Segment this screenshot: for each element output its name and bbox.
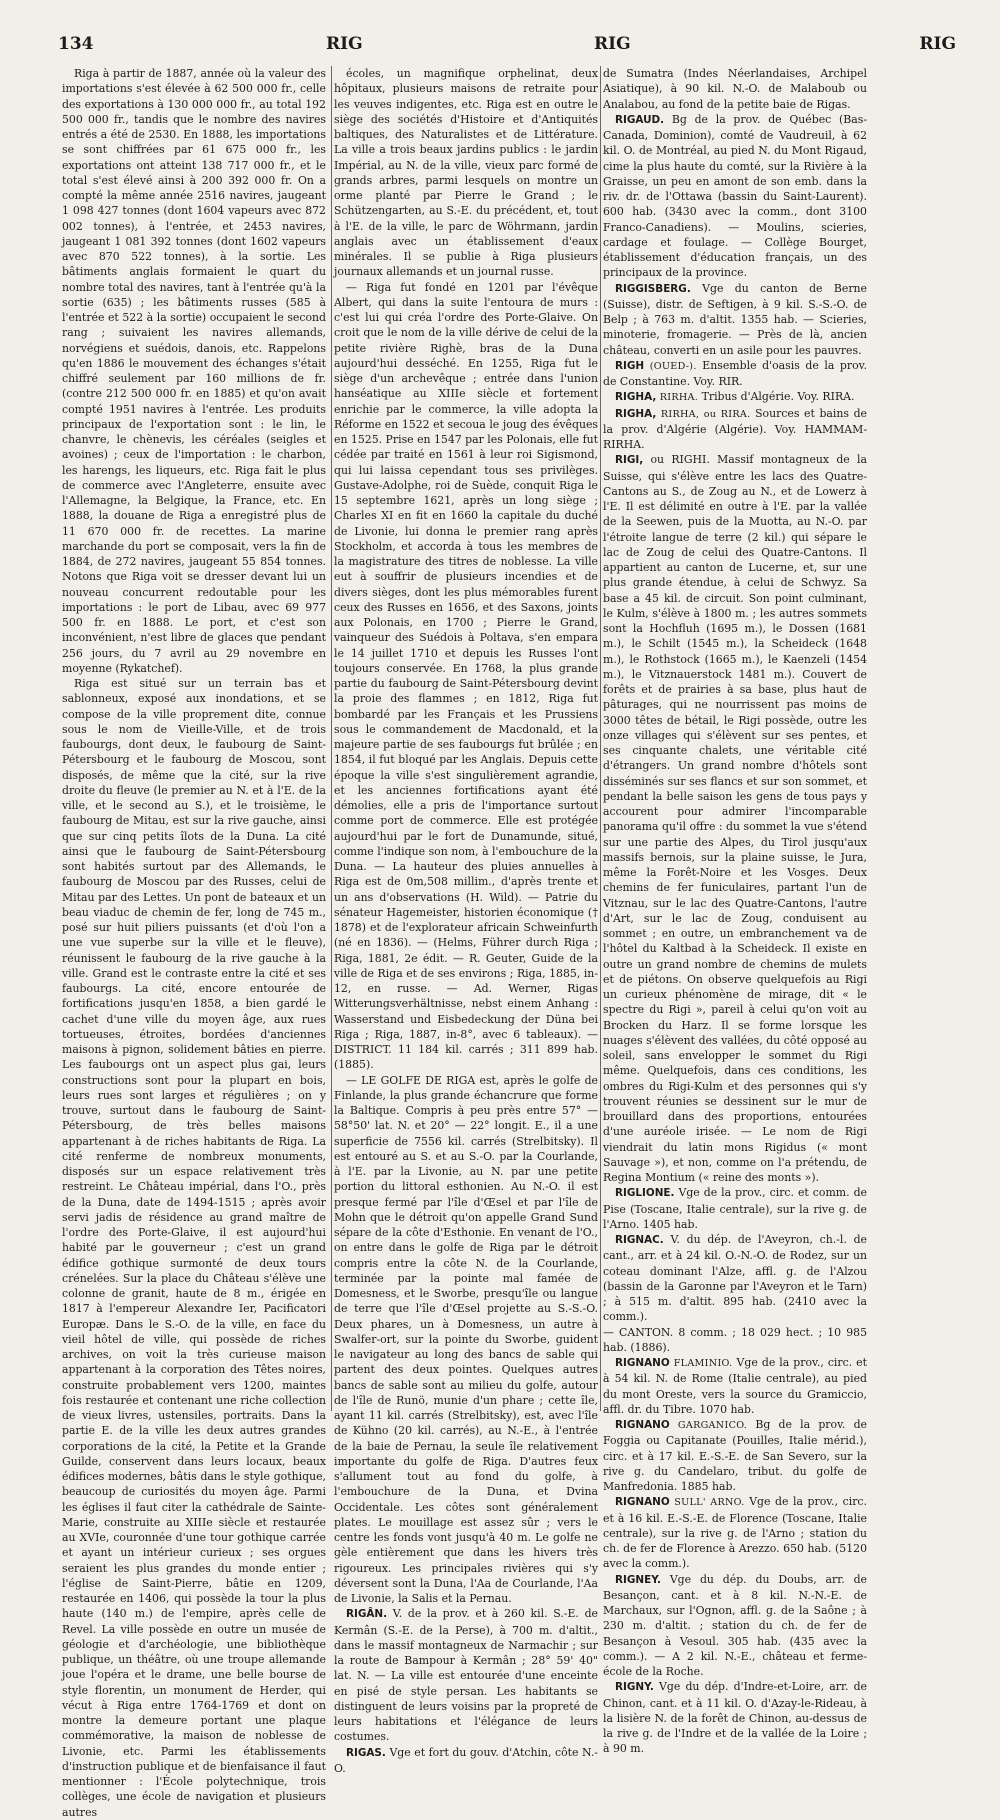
- entry-headword: RIGHA,: [615, 407, 657, 420]
- entry-text: — Riga fut fondé en 1201 par l'évêque Albert, qui dans la suite l'entoura de murs : c'est lui qui créa l'ordre des Porte-Glaive. On croit que le nom de la ville dérive de celui de la petite rivière Righè, bras de la Duna aujourd'hui desséché. En 1255, Riga fut le siège d'un archevêque ; entrée dans l'union hanséatique au XIIIe siècle et fortement enrichie par le commerce, la ville adopta la Réforme en 1522 et secoua le joug des évêques en 1525. Prise en 1547 par les Polonais, elle fut cédée par traité en 1561 à leur roi Sigismond, qui lui laissa cependant tous ses privilèges. Gustave-Adolphe, roi de Suède, conquit Riga le 15 septembre 1621, après un long siège ; Charles XI en fit en 1660 la capitale du duché de Livonie, lui donna le premier rang après Stockholm, et accorda à tous les membres de la magistrature des titres de noblesse. La ville eut à souffrir de plusieurs incendies et de divers sièges, dont les plus mémorables furent ceux des Russes en 1656, et des Saxons, joints aux Polonais, en 1700 ; Pierre le Grand, vainqueur des Suédois à Poltava, s'en empara le 14 juillet 1710 et depuis les Russes l'ont toujours conservée. En 1768, la plus grande partie du faubourg de Saint-Pétersbourg devint la proie des flammes ; en 1812, Riga fut bombardé par les Français et les Prussiens sous le commandement de Macdonald, et la majeure partie de ses faubourgs fut brûlée ; en 1854, il fut bloqué par les Anglais. Depuis cette époque la ville s'est singulièrement agrandie, et les anciennes fortifications ayant été démolies, elle a pris de l'importance surtout comme port de commerce. Elle est protégée aujourd'hui par le fort de Dunamunde, situé, comme l'indique son nom, à l'embouchure de la Duna. — La hauteur des pluies annuelles à Riga est de 0m,508 millim., d'après trente et un ans d'observations (H. Wild). — Patrie du sénateur Hagemeister, historien économique († 1878) et de l'explorateur africain Schweinfurth (né en 1836). — (Helms, Führer durch Riga ; Riga, 1881, 2e édit. — R. Geuter, Guide de la ville de Riga et de ses environs ; Riga, 1885, in-12, en russe. — Ad. Werner, Rigas Witterungsverhältnisse, nebst einem Anhang : Wasserstand und Eisbedeckung der Düna bei Riga ; Riga, 1887, in-8°, avec 6 tableaux). — DISTRICT. 11 184 kil. carrés ; 311 899 hab. (1885).: [334, 280, 599, 1072]
- entry-headword: RIGNAC.: [615, 1234, 664, 1246]
- entry-headword: RIGNY.: [615, 1681, 654, 1694]
- entry-headword: RIGAUD.: [615, 113, 665, 126]
- entry-headword-qualifier: (OUED-).: [649, 360, 697, 372]
- entry-headword: RIGNANO: [615, 1496, 670, 1509]
- entry-headword: RIGLIONE.: [615, 1187, 675, 1200]
- dictionary-entry: [603, 281, 867, 358]
- text-column-1: [62, 66, 326, 1819]
- dictionary-entry: [603, 389, 867, 405]
- entry-text: de Sumatra (Indes Néerlandaises, Archipel Asiatique), à 90 kil. N.-O. de Malaboub ou Analabou, au fond de la petite baie de Rigas.: [603, 67, 867, 111]
- page-header: [58, 34, 960, 62]
- entry-headword: RIGNANO: [615, 1357, 670, 1369]
- entry-text: Sources et bains de la prov. d'Algérie (Algérie). Voy. HAMMAM-RIRHA.: [603, 406, 867, 451]
- paragraph: [334, 1073, 598, 1607]
- entry-text: Bg de la prov. de Foggia ou Capitanate (Pouilles, Italie mérid.), circ. et à 17 kil. E.-S.-E. de San Severo, sur la rive g. du Candelaro, tribut. du golfe de Manfredonia. 1885 hab.: [603, 1418, 867, 1493]
- entry-text: ou RIGHI. Massif montagneux de la Suisse, qui s'élève entre les lacs des Quatre-Cantons au S., de Zoug au N., et de Lowerz à l'E. Il est délimité en outre à l'E. par la vallée de la Seewen, puis de la Muotta, au N.-O. par l'étroite langue de terre (2 kil.) qui sépare le lac de Zoug de celui des Quatre-Cantons. Il appartient au canton de Lucerne, et, sur une plus grande étendue, à celui de Schwyz. Sa base a 45 kil. de circuit. Son point culminant, le Kulm, s'élève à 1800 m. ; les autres sommets sont la Hochfluh (1695 m.), le Dossen (1681 m.), le Schilt (1545 m.), la Scheideck (1648 m.), le Rothstock (1665 m.), le Kaenzeli (1454 m.), le Vitznauerstock 1481 m.). Couvert de forêts et de prairies à sa base, plus haut de pâturages, qui ne nourrissent pas moins de 3000 têtes de bétail, le Rigi possède, outre les onze villages qui s'élèvent sur ses pentes, et ses cinquante chalets, une véritable cité d'étrangers. Un grand nombre d'hôtels sont disséminés sur ses flancs et sur son sommet, et pendant la belle saison les gens de tous pays y accourent pour admirer l'incomparable panorama qu'il offre : du sommet la vue s'étend sur une partie des Alpes, du Tirol jusqu'aux massifs bernois, sur la plaine suisse, le Jura, même la Forêt-Noire et les Vosges. Deux chemins de fer funiculaires, partant l'un de Vitznau, sur le lac des Quatre-Cantons, l'autre d'Art, sur le lac de Zoug, conduisent au sommet ; en outre, un embranchement va de l'hôtel du Kaltbad à la Scheideck. Il existe en outre un grand nombre de chemins de mulets et de piétons. On observe quelquefois au Rigi un curieux phénomène de mirage, dit « le spectre du Rigi », pareil à celui qu'on voit au Brocken du Harz. Il se forme lorsque les nuages s'élèvent des vallées, du côté opposé au soleil, sans envelopper le sommet du Rigi même. Quelquefois, dans ces conditions, les ombres du Rigi-Kulm et des personnes qui s'y trouvent réunies se dessinent sur le mur de brouillard dans des proportions, entourées d'une auréole irisée. — Le nom de Rigi viendrait du latin mons Rigidus (« mont Sauvage »), et non, comme on l'a prétendu, de Regina Montium (« reine des monts »).: [603, 453, 867, 1184]
- dictionary-entry: [334, 1745, 598, 1777]
- entry-text: Vge de la prov., circ. et comm. de Pise (Toscane, Italie centrale), sur la rive g. de l'Arno. 1405 hab.: [603, 1186, 867, 1231]
- dictionary-entry: [603, 112, 867, 281]
- column-divider: [331, 66, 332, 1411]
- paragraph: [603, 1325, 867, 1356]
- running-head-left: RIG: [326, 34, 363, 54]
- text-column-3: [603, 66, 868, 1756]
- running-head-center: RIG: [594, 34, 631, 54]
- entry-headword-qualifier: FLAMINIO.: [673, 1358, 733, 1369]
- entry-text: écoles, un magnifique orphelinat, deux hôpitaux, plusieurs maisons de retraite pour les veuves indigentes, etc. Riga est en outre le siège des sociétés d'Histoire et d'Antiquités baltiques, des Naturalistes et de Littérature. La ville a trois beaux jardins publics : le jardin Impérial, au N. de la ville, vieux parc formé de grands arbres, parmi lesquels on montre un orme planté par Pierre le Grand ; le Schützengarten, au S.-E. du précédent, et, tout à l'E. de la ville, le parc de Wöhrmann, jardin anglais avec un établissement d'eaux minérales. Il se publie à Riga plusieurs journaux allemands et un journal russe.: [334, 67, 598, 279]
- paragraph: [334, 66, 598, 280]
- entry-headword-qualifier: SULL' ARNO.: [674, 1497, 745, 1509]
- dictionary-entry: [603, 1185, 867, 1232]
- entry-headword-qualifier: RIRHA.: [659, 392, 699, 404]
- entry-text: V. de la prov. et à 260 kil. S.-E. de Kermân (S.-E. de la Perse), à 700 m. d'altit., dans le massif montagneux de Narmachir ; sur la route de Bampour à Kermân ; 28° 59' 40" lat. N. — La ville est entourée d'une enceinte en pisé de style persan. Les habitants se distinguent de leurs voisins par la propreté de leurs habitations et l'élégance de leurs costumes.: [334, 1607, 598, 1744]
- paragraph: [62, 676, 326, 1820]
- dictionary-entry: [603, 1417, 867, 1494]
- entry-text: Riga à partir de 1887, année où la valeur des importations s'est élevée à 62 500 000 fr., celle des exportations à 130 000 000 fr., au total 192 500 000 fr., tandis que le nombre des navires entrés a été de 2530. En 1888, les importations se sont chiffrées par 61 675 000 fr., les exportations ont atteint 138 717 000 fr., et le total s'est élevé ainsi à 200 392 000 fr. On a compté la même année 2516 navires, jaugeant 1 098 427 tonnes (dont 1604 vapeurs avec 872 002 tonnes), à l'entrée, et 2453 navires, jaugeant 1 081 392 tonnes (dont 1602 vapeurs avec 870 522 tonnes), à la sortie. Les bâtiments anglais formaient le quart du nombre total des navires, tant à l'entrée qu'à la sortie (635) ; les bâtiments russes (585 à l'entrée et 522 à la sortie) occupaient le second rang ; suivaient les navires allemands, norvégiens et suédois, danois, etc. Rappelons qu'en 1886 le mouvement des échanges s'était chiffré seulement par 160 millions de fr. (contre 212 500 000 fr. en 1885) et qu'on avait compté 1951 navires à l'entrée. Les produits principaux de l'exportation sont : le lin, le chanvre, le chènevis, les céréales (seigles et avoines) ; ceux de l'importation : le charbon, les harengs, les liqueurs, etc. Riga fait le plus de commerce avec l'Angleterre, ensuite avec l'Allemagne, la Belgique, la France, etc. En 1888, la douane de Riga a enregistré plus de 11 670 000 fr. de recettes. La marine marchande du port se composait, vers la fin de 1884, de 272 navires, jaugeant 55 854 tonnes. Notons que Riga voit se dresser devant lui un nouveau concurrent redoutable pour les importations : le port de Libau, avec 69 977 500 fr. en 1888. Le port, et c'est son inconvénient, n'est libre de glaces que pendant 256 jours, du 7 avril au 29 novembre en moyenne (Rykatchef).: [62, 67, 326, 675]
- entry-headword: RIGAS.: [346, 1746, 386, 1759]
- entry-text: Ensemble d'oasis de la prov. de Constantine. Voy. RIR.: [603, 358, 867, 388]
- entry-text: Vge et fort du gouv. d'Atchin, côte N.-O.: [334, 1745, 598, 1775]
- entry-headword: RIGGISBERG.: [615, 282, 691, 295]
- entry-text: Vge du dép. d'Indre-et-Loire, arr. de Chinon, cant. et à 11 kil. O. d'Azay-le-Rideau, à la lisière N. de la forêt de Chinon, au-dessus de la rive g. de l'Indre et de la vallée de la Loire ; à 90 m.: [603, 1680, 867, 1756]
- page-number: 134: [58, 34, 94, 54]
- entry-text: V. du dép. de l'Aveyron, ch.-l. de cant., arr. et à 24 kil. O.-N.-O. de Rodez, sur un coteau dominant l'Alze, affl. g. de l'Alzou (bassin de la Garonne par l'Aveyron et le Tarn) ; à 515 m. d'altit. 895 hab. (2410 avec la comm.).: [603, 1233, 867, 1324]
- dictionary-entry: [334, 1606, 598, 1744]
- column-divider: [600, 66, 601, 1411]
- entry-text: Tribus d'Algérie. Voy. RIRA.: [701, 390, 855, 404]
- entry-headword: RIGH: [615, 359, 645, 372]
- entry-text: Vge du dép. du Doubs, arr. de Besançon, cant. et à 8 kil. N.-N.-E. de Marchaux, sur l'Ognon, affl. g. de la Saône ; à 230 m. d'altit. ; station du ch. de fer de Besançon à Vesoul. 305 hab. (435 avec la comm.). — A 2 kil. N.-E., château et ferme-école de la Roche.: [603, 1572, 867, 1678]
- paragraph: [62, 66, 326, 676]
- dictionary-entry: [603, 358, 867, 390]
- entry-text: — CANTON. 8 comm. ; 18 029 hect. ; 10 985 hab. (1886).: [603, 1325, 867, 1354]
- paragraph: [334, 280, 598, 1073]
- dictionary-entry: [603, 1355, 867, 1417]
- entry-text: Riga est situé sur un terrain bas et sablonneux, exposé aux inondations, et se compose de la ville proprement dite, connue sous le nom de Vieille-Ville, et de trois faubourgs, dont deux, le faubourg de Saint-Pétersbourg et le faubourg de Moscou, sont disposés, de même que la cité, sur la rive droite du fleuve (le premier au N. et à l'E. de la ville, et le second au S.), et le troisième, le faubourg de Mitau, est sur la rive gauche, ainsi que sur cinq petits îlots de la Duna. La cité ainsi que le faubourg de Saint-Pétersbourg sont habités surtout par des Allemands, le faubourg de Moscou par des Russes, celui de Mitau par des Lettes. Un pont de bateaux et un beau viaduc de chemin de fer, long de 745 m., posé sur huit piliers puissants (et d'où l'on a une vue superbe sur la ville et le fleuve), réunissent le faubourg de la rive gauche à la ville. Grand est le contraste entre la cité et ses faubourgs. La cité, encore entourée de fortifications jusqu'en 1858, a bien gardé le cachet d'une ville du moyen âge, aux rues tortueuses, étroites, bordées d'anciennes maisons à pignon, solidement bâties en pierre. Les faubourgs ont un aspect plus gai, leurs constructions sont pour la plupart en bois, leurs rues sont larges et régulières ; on y trouve, surtout dans le faubourg de Saint-Pétersbourg, de très belles maisons appartenant à de riches habitants de Riga. La cité renferme de nombreux monuments, disposés sur un espace relativement très restreint. Le Château impérial, dans l'O., près de la Duna, date de 1494-1515 ; après avoir servi jadis de résidence au grand maître de l'ordre des Porte-Glaive, il est aujourd'hui habité par le gouverneur ; c'est un grand édifice gothique surmonté de deux tours crénelées. Sur la place du Château s'élève une colonne de granit, haute de 8 m., érigée en 1817 à l'empereur Alexandre Ier, Pacificatori Europæ. Dans le S.-O. de la ville, en face du vieil hôtel de ville, qui possède de riches archives, on voit la très curieuse maison appartenant à la corporation des Têtes noires, construite probablement vers 1200, maintes fois restaurée et contenant une riche collection de vieux livres, ustensiles, portraits. Dans la partie E. de la ville les deux autres grandes corporations de la cité, la Petite et la Grande Guilde, conservent dans leurs locaux, beaux édifices modernes, bâtis dans le style gothique, beaucoup de curiosités du moyen âge. Parmi les églises il faut citer la cathédrale de Sainte-Marie, construite au XIIIe siècle et restaurée au XVIe, couronnée d'une tour gothique carrée et ayant un intérieur curieux ; ses orgues seraient les plus grandes du monde entier ; l'église de Saint-Pierre, bâtie en 1209, restaurée en 1406, qui possède la tour la plus haute (140 m.) de l'empire, après celle de Revel. La ville possède en outre un musée de géologie et d'archéologie, une bibliothèque publique, un théâtre, où une troupe allemande joue l'opéra et le drame, une belle bourse de style florentin, un monument de Herder, qui vécut à Riga entre 1764-1769 et dont on montre la demeure portant une plaque commémorative, la maison de noblesse de Livonie, etc. Parmi les établissements d'instruction publique et de bienfaisance il faut mentionner : l'École polytechnique, trois collèges, une école de navigation et plusieurs autres: [62, 677, 326, 1819]
- paragraph: [603, 66, 867, 112]
- entry-text: Vge de la prov., circ. et à 54 kil. N. de Rome (Italie centrale), au pied du mont Oreste, vers la source du Gramiccio, affl. dr. du Tibre. 1070 hab.: [603, 1356, 868, 1416]
- entry-text: — LE GOLFE DE RIGA est, après le golfe de Finlande, la plus grande échancrure que forme la Baltique. Compris à peu près entre 57° — 58°50' lat. N. et 20° — 22° longit. E., il a une superficie de 7556 kil. carrés (Strelbitsky). Il est entouré au S. et au S.-O. par la Courlande, à l'E. par la Livonie, au N. par une petite portion du littoral esthonien. Au N.-O. il est presque fermé par l'île d'Œsel et par l'île de Mohn que le détroit qu'on appelle Grand Sund sépare de la côte d'Esthonie. En venant de l'O., on entre dans le golfe de Riga par le détroit compris entre la côte N. de la Courlande, terminée par la pointe mal famée de Domesness, et le Sworbe, presqu'île ou langue de terre que l'île d'Œsel projette au S.-S.-O. Deux phares, un à Domesness, un autre à Swalfer-ort, sur la pointe du Sworbe, guident le navigateur au long des bancs de sable qui partent des deux pointes. Quelques autres bancs de sable sont au milieu du golfe, autour de l'île de Runö, munie d'un phare ; cette île, ayant 11 kil. carrés (Strelbitsky), est, avec l'île de Kühno (20 kil. carrés), au N.-E., à l'entrée de la baie de Pernau, la seule île relativement importante du golfe de Riga. D'autres feux s'allument tout au fond du golfe, à l'embouchure de la Duna, et Dvina Occidentale. Les côtes sont généralement plates. Le mouillage est assez sûr ; vers le centre les fonds vont jusqu'à 40 m. Le golfe ne gèle entièrement que dans les hivers très rigoureux. Les principales rivières qui s'y déversent sont la Duna, l'Aa de Courlande, l'Aa de Livonie, la Salis et la Pernau.: [334, 1073, 598, 1605]
- entry-headword: RIGNANO: [615, 1419, 670, 1431]
- dictionary-entry: [603, 1232, 867, 1325]
- entry-headword: RIGNEY.: [615, 1573, 661, 1586]
- dictionary-entry: [603, 1679, 867, 1756]
- entry-headword: RIGI,: [615, 454, 644, 467]
- entry-headword-qualifier: GARGANICO.: [677, 1420, 748, 1431]
- entry-text: Bg de la prov. de Québec (Bas-Canada, Dominion), comté de Vaudreuil, à 62 kil. O. de Montréal, au pied N. du Mont Rigaud, cime la plus haute du comté, sur la Rivière à la Graisse, un peu en amont de son emb. dans la riv. dr. de l'Ottawa (bassin du Saint-Laurent). 600 hab. (3430 avec la comm., dont 3100 Franco-Canadiens). — Moulins, scieries, cardage et foulage. — Collège Bourget, établissement d'éducation français, un des principaux de la province.: [603, 112, 867, 280]
- entry-headword-qualifier: RIRHA, ou RIRA.: [660, 408, 751, 420]
- dictionary-entry: [603, 452, 867, 1185]
- entry-headword: RIGÂN.: [346, 1608, 388, 1621]
- text-column-2: [334, 66, 599, 1775]
- entry-text: Vge du canton de Berne (Suisse), distr. de Seftigen, à 9 kil. S.-S.-O. de Belp ; à 763 m. d'altit. 1355 hab. — Scieries, minoterie, fromagerie. — Près de là, ancien château, converti en un asile pour les pauvres.: [603, 281, 867, 357]
- dictionary-entry: [603, 1572, 867, 1680]
- dictionary-entry: [603, 1494, 867, 1571]
- dictionary-entry: [603, 406, 867, 453]
- running-head-right: RIG: [919, 34, 956, 54]
- entry-text: Vge de la prov., circ. et à 16 kil. E.-S.-E. de Florence (Toscane, Italie centrale), sur la rive g. de l'Arno ; station du ch. de fer de Florence à Arezzo. 650 hab. (5120 avec la comm.).: [603, 1495, 867, 1571]
- entry-headword: RIGHA,: [615, 391, 657, 404]
